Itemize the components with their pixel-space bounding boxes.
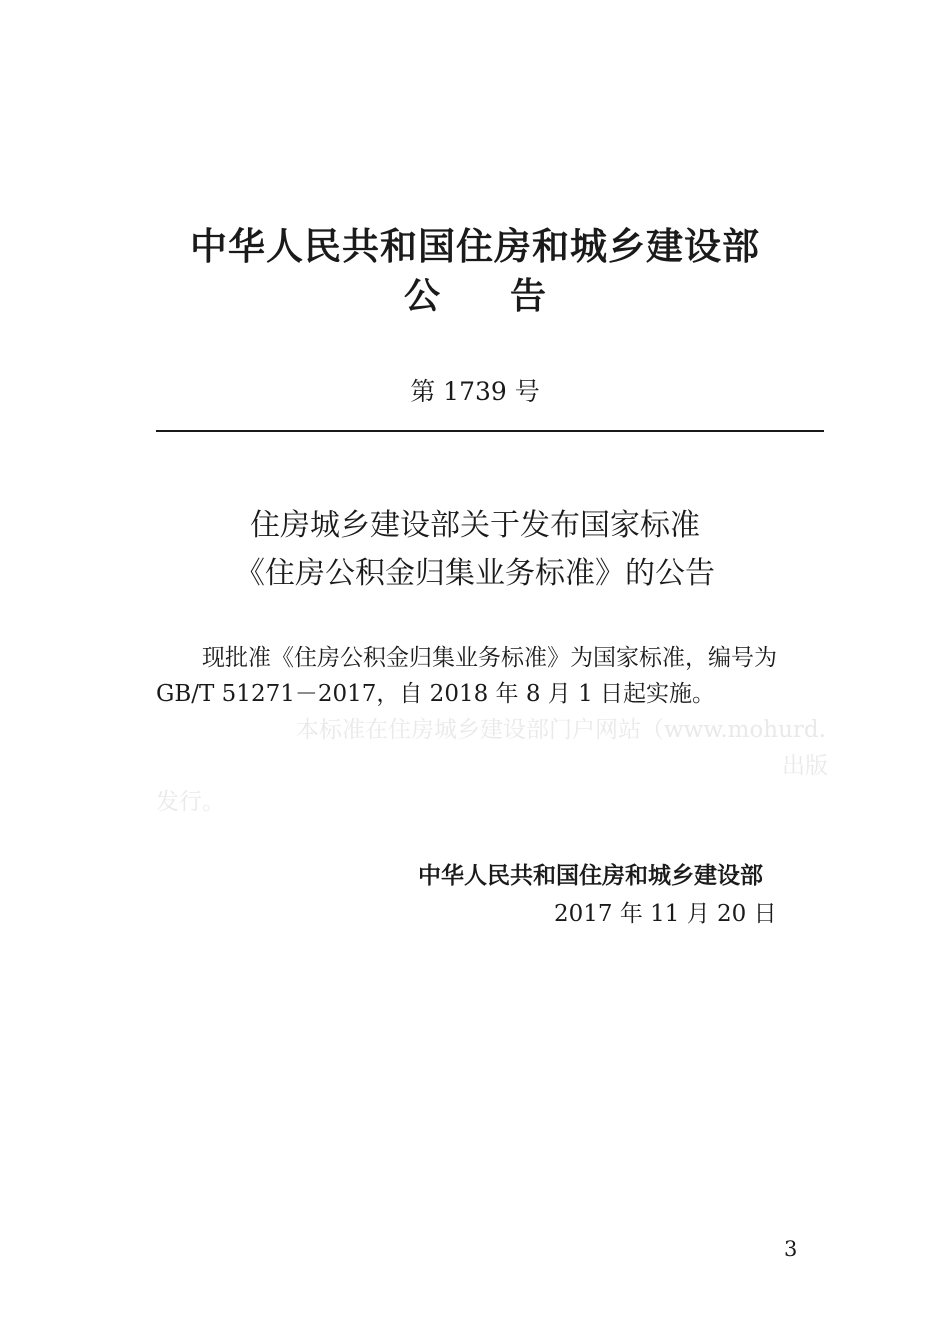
faded-line-3: 发行。 (156, 789, 225, 815)
signing-organization: 中华人民共和国住房和城乡建设部 (418, 863, 763, 889)
faded-line-2: 出版 (782, 753, 828, 779)
issuer-title: 中华人民共和国住房和城乡建设部 (190, 225, 760, 268)
announcement-subject (0, 502, 950, 598)
announcement-number: 第 1739 号 (410, 377, 540, 406)
faded-paragraph (156, 712, 828, 820)
subject-line-1: 住房城乡建设部关于发布国家标准 (250, 508, 700, 543)
body-line-1: 现批准《住房公积金归集业务标准》为国家标准，编号为 (202, 645, 777, 671)
header-divider (156, 430, 824, 432)
subject-line-2: 《住房公积金归集业务标准》的公告 (235, 556, 715, 591)
body-line-2: GB/T 51271－2017，自 2018 年 8 月 1 日起实施。 (156, 681, 716, 707)
announcement-body (156, 640, 828, 712)
faded-line-1: 本标准在住房城乡建设部门户网站（www.mohurd. (296, 717, 826, 743)
page-number: 3 (784, 1237, 798, 1261)
document-type-heading: 公告 (403, 276, 616, 317)
signing-date: 2017 年 11 月 20 日 (554, 901, 777, 927)
